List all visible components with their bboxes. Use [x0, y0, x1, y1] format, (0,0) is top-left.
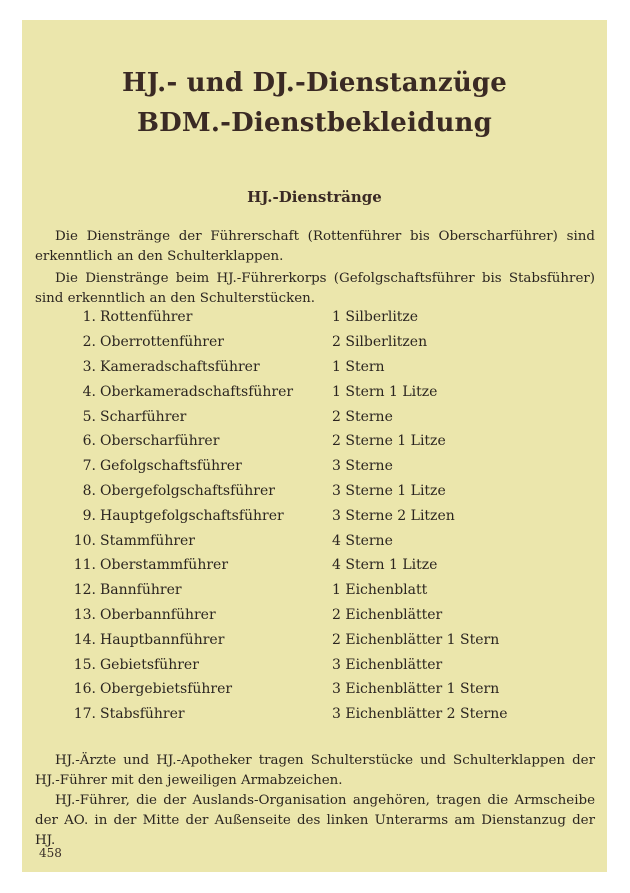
rank-title: Oberrottenführer — [100, 334, 224, 351]
rank-number: 5. — [82, 408, 96, 425]
rank-row — [62, 528, 582, 553]
rank-number: 14. — [73, 631, 96, 648]
page-title-line-2: BDM.-Dienstbekleidung — [136, 108, 493, 138]
rank-title: Oberscharführer — [100, 433, 220, 450]
rank-number: 17. — [73, 706, 96, 723]
closing-paragraph-2: HJ.-Führer, die der Auslands-Organisation angehören, tragen die Armscheibe der AO. in der Mitte der Außenseite des linken Unterarms am Dienstanzug der HJ. — [35, 793, 595, 849]
rank-insignia: 1 Eichenblatt — [332, 582, 428, 599]
rank-insignia: 2 Silberlitzen — [332, 334, 428, 351]
rank-row — [62, 553, 582, 578]
intro-paragraph-1: Die Dienstränge der Führerschaft (Rottenführer bis Oberscharführer) sind erkenntlich an den Schulterklappen. — [35, 229, 595, 265]
rank-number: 16. — [73, 681, 96, 698]
rank-row — [62, 330, 582, 355]
rank-row — [62, 603, 582, 628]
rank-insignia: 3 Eichenblätter 2 Sterne — [332, 706, 508, 723]
rank-title: Stammführer — [100, 532, 195, 549]
page-number: 458 — [39, 846, 62, 860]
rank-number: 8. — [82, 482, 96, 499]
rank-number: 7. — [82, 458, 96, 475]
rank-title: Hauptbannführer — [100, 631, 225, 648]
rank-number: 13. — [73, 606, 96, 623]
rank-row — [62, 379, 582, 404]
rank-row — [62, 652, 582, 677]
rank-insignia: 3 Sterne 1 Litze — [332, 482, 446, 499]
rank-title: Rottenführer — [100, 309, 193, 326]
rank-number: 4. — [82, 383, 96, 400]
rank-row — [62, 702, 582, 727]
closing-paragraph-1: HJ.-Ärzte und HJ.-Apotheker tragen Schulterstücke und Schulterklappen der HJ.-Führer mit den jeweiligen Armabzeichen. — [35, 753, 595, 789]
rank-number: 3. — [82, 358, 96, 375]
rank-title: Scharführer — [100, 408, 187, 425]
rank-title: Obergebietsführer — [100, 681, 233, 698]
rank-insignia: 2 Eichenblätter — [332, 606, 443, 623]
section-heading: HJ.-Dienstränge — [247, 188, 382, 206]
rank-row — [62, 627, 582, 652]
book-page — [22, 20, 607, 872]
rank-title: Bannführer — [100, 582, 182, 599]
page-title-line-1: HJ.- und DJ.-Dienstanzüge — [121, 68, 508, 98]
rank-row — [62, 677, 582, 702]
rank-number: 11. — [73, 557, 96, 574]
rank-title: Oberkameradschaftsführer — [100, 383, 294, 400]
rank-insignia: 4 Stern 1 Litze — [332, 557, 438, 574]
rank-insignia: 1 Silberlitze — [332, 309, 419, 326]
rank-number: 10. — [73, 532, 96, 549]
rank-title: Gebietsführer — [100, 656, 199, 673]
rank-insignia: 4 Sterne — [332, 532, 393, 549]
rank-title: Kameradschaftsführer — [100, 358, 260, 375]
rank-row — [62, 479, 582, 504]
rank-insignia: 1 Stern — [332, 358, 385, 375]
rank-insignia: 3 Eichenblätter 1 Stern — [332, 681, 500, 698]
rank-title: Oberbannführer — [100, 606, 216, 623]
rank-row — [62, 578, 582, 603]
intro-paragraph-2: Die Dienstränge beim HJ.-Führerkorps (Gefolgschaftsführer bis Stabsführer) sind erkenntlich an den Schulterstücken. — [35, 271, 595, 307]
rank-row — [62, 454, 582, 479]
rank-title: Oberstammführer — [100, 557, 229, 574]
rank-number: 6. — [82, 433, 96, 450]
rank-insignia: 1 Stern 1 Litze — [332, 383, 438, 400]
rank-row — [62, 429, 582, 454]
rank-number: 12. — [73, 582, 96, 599]
rank-number: 1. — [82, 309, 96, 326]
rank-number: 15. — [73, 656, 96, 673]
rank-number: 9. — [82, 507, 96, 524]
rank-row — [62, 305, 582, 330]
rank-insignia: 2 Sterne — [332, 408, 393, 425]
rank-insignia: 3 Eichenblätter — [332, 656, 443, 673]
rank-list — [62, 305, 582, 727]
rank-row — [62, 404, 582, 429]
rank-number: 2. — [82, 334, 96, 351]
rank-title: Stabsführer — [100, 706, 185, 723]
rank-title: Obergefolgschaftsführer — [100, 482, 275, 499]
rank-row — [62, 355, 582, 380]
rank-insignia: 3 Sterne 2 Litzen — [332, 507, 455, 524]
rank-title: Gefolgschaftsführer — [100, 458, 242, 475]
rank-title: Hauptgefolgschaftsführer — [100, 507, 284, 524]
rank-row — [62, 503, 582, 528]
rank-insignia: 2 Eichenblätter 1 Stern — [332, 631, 500, 648]
rank-insignia: 2 Sterne 1 Litze — [332, 433, 446, 450]
rank-insignia: 3 Sterne — [332, 458, 393, 475]
